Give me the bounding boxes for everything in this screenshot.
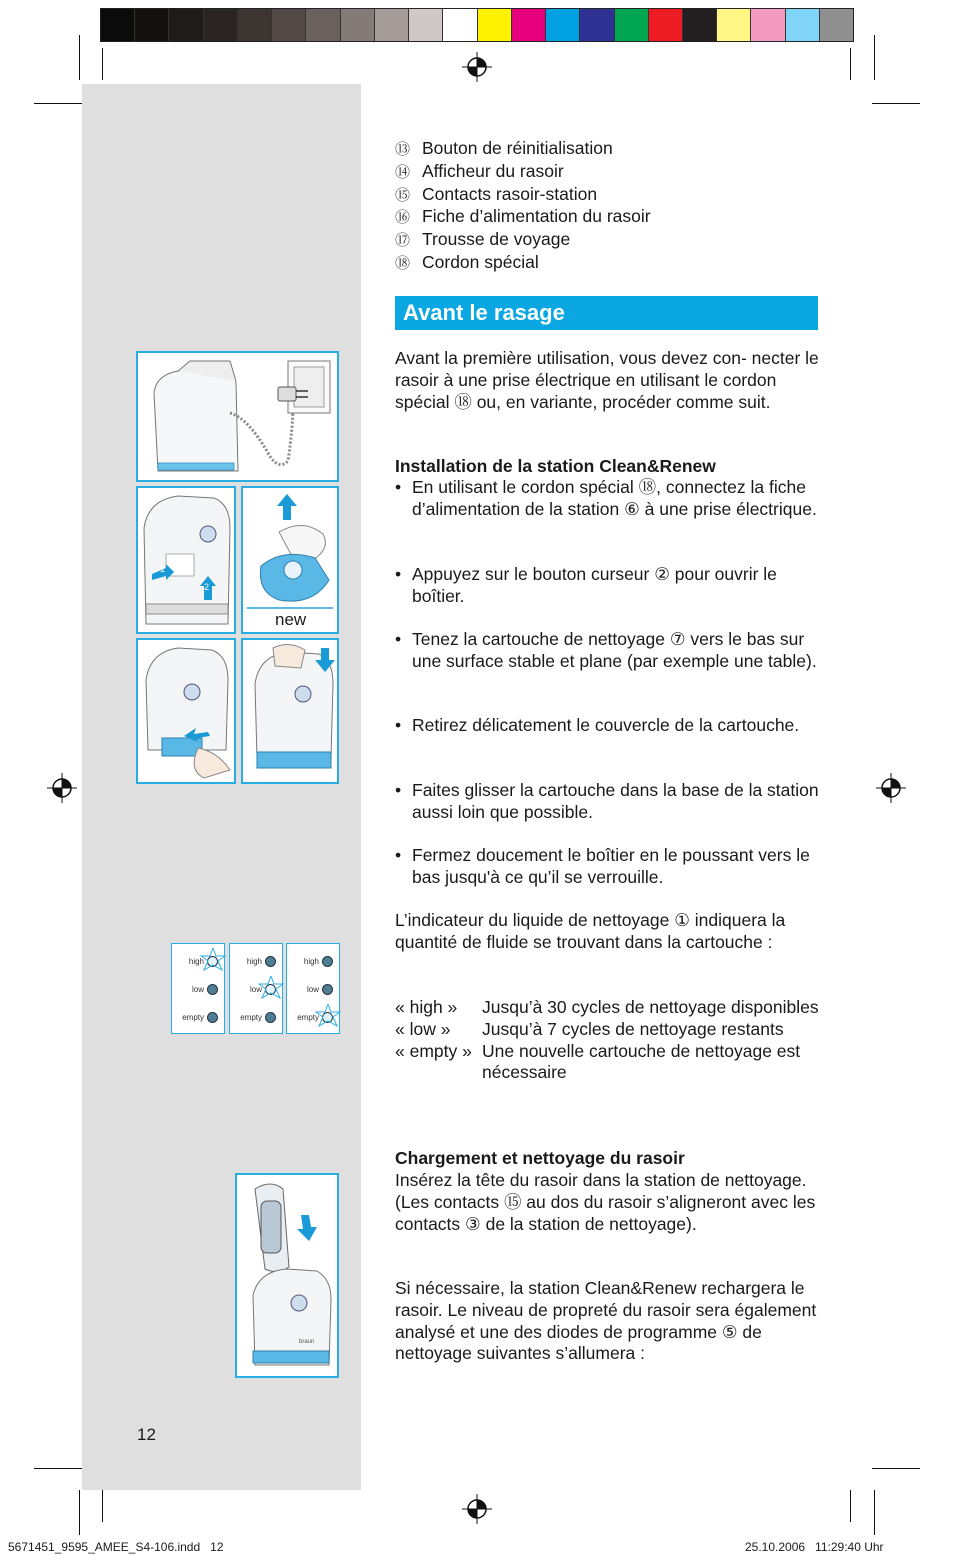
legend-number: ⑮ [395, 186, 411, 204]
empty-label: empty [297, 1013, 319, 1022]
color-swatch [546, 9, 580, 41]
brand-label: braun [299, 1339, 315, 1345]
legend-row [395, 184, 821, 207]
bullet-text: Retirez délicatement le couvercle de la cartouche. [412, 715, 800, 735]
legend-row [395, 252, 821, 275]
high-led-icon [265, 956, 276, 967]
color-swatch [786, 9, 820, 41]
legend-row [395, 161, 821, 184]
shaver-station-illustration [237, 1175, 337, 1376]
empty-label: empty [240, 1013, 262, 1022]
close-station-illustration [243, 640, 337, 782]
color-swatch [204, 9, 238, 41]
color-swatch [683, 9, 717, 41]
bullet-dot: • [395, 477, 402, 497]
color-swatch [478, 9, 512, 41]
high-label: high [246, 957, 262, 966]
bullet-item [395, 715, 821, 737]
print-slug-date: 25.10.2006 11:29:40 Uhr [745, 1540, 884, 1554]
low-led-icon [207, 984, 218, 995]
high-label: high [303, 957, 319, 966]
legend-row [395, 138, 821, 161]
indicator-high [171, 943, 225, 1034]
legend-number: ⑱ [395, 254, 411, 272]
crop-mark [874, 35, 875, 80]
crop-mark [872, 1468, 920, 1469]
bullet-item [395, 629, 821, 673]
charge-paragraph: Insérez la tête du rasoir dans la station de nettoyage. (Les contacts ⑮ au dos du rasoir s’aligneront avec les contacts ③ de la station de nettoyage). [395, 1170, 816, 1234]
empty-label: empty [182, 1013, 204, 1022]
install-heading: Installation de la station Clean&Renew [395, 456, 716, 476]
bullet-dot: • [395, 629, 402, 649]
figure-shaver-in-station [235, 1173, 339, 1378]
crop-mark [874, 1490, 875, 1535]
bullet-item [395, 477, 821, 521]
figure-insert-cartridge [136, 638, 236, 784]
print-slug-file: 5671451_9595_AMEE_S4-106.indd 12 [8, 1540, 224, 1554]
color-swatch [717, 9, 751, 41]
figure-station-plug [136, 351, 339, 482]
color-swatch [512, 9, 546, 41]
bullet-dot: • [395, 715, 402, 735]
level-value: Jusqu’à 7 cycles de nettoyage restants [482, 1018, 784, 1039]
color-swatch [649, 9, 683, 41]
station-paragraph: Si nécessaire, la station Clean&Renew rechargera le rasoir. Le niveau de propreté du rasoir sera également analysé et une des diodes de programme ⑤ de nettoyage suivantes s’allumera : [395, 1278, 817, 1364]
cartridge-illustration [243, 488, 337, 612]
color-swatch [272, 9, 306, 41]
bullet-text: Appuyez sur le bouton curseur ② pour ouvrir le boîtier. [412, 564, 777, 606]
bullet-text: Fermez doucement le boîtier en le poussant vers le bas jusqu'à ce qu’il se verrouille. [412, 845, 810, 887]
color-swatch [443, 9, 477, 41]
color-swatch [375, 9, 409, 41]
low-label: low [191, 985, 204, 994]
bullet-dot: • [395, 845, 402, 865]
crop-mark [102, 48, 103, 80]
print-color-bar [100, 8, 854, 42]
crop-mark [102, 1490, 103, 1522]
open-station-illustration [138, 488, 234, 632]
low-led-icon [322, 984, 333, 995]
color-swatch [169, 9, 203, 41]
level-row [395, 997, 821, 1019]
indicator-empty [286, 943, 340, 1034]
legend-number: ⑯ [395, 209, 411, 227]
figure-open-station [136, 486, 236, 634]
level-key: « high » [395, 997, 458, 1017]
led-glow-icon [315, 1004, 341, 1030]
bullet-text: En utilisant le cordon spécial ⑱, connectez la fiche d’alimentation de la station ⑥ à une prise électrique. [412, 477, 817, 519]
legend-number: ⑬ [395, 141, 411, 158]
legend-row [395, 206, 821, 229]
insert-cartridge-illustration [138, 640, 234, 782]
low-label: low [249, 985, 262, 994]
color-swatch [820, 9, 853, 41]
level-definitions [395, 997, 821, 1084]
figure-close-station [241, 638, 339, 784]
charge-heading: Chargement et nettoyage du rasoir [395, 1148, 685, 1168]
legend-text: Cordon spécial [422, 251, 539, 272]
registration-mark-icon [47, 773, 77, 803]
legend-row [395, 229, 821, 252]
crop-mark [850, 48, 851, 80]
figure-cartridge-new [241, 486, 339, 634]
crop-mark [34, 1468, 82, 1469]
color-swatch [341, 9, 375, 41]
bullet-item [395, 564, 821, 608]
color-swatch [615, 9, 649, 41]
step-1-label: 1 [160, 564, 166, 574]
parts-legend [395, 138, 821, 275]
legend-number: ⑰ [395, 232, 411, 250]
led-glow-icon [200, 948, 226, 974]
legend-text: Trousse de voyage [422, 229, 571, 250]
color-swatch [135, 9, 169, 41]
empty-led-icon [265, 1012, 276, 1023]
step-2-label: 2 [204, 582, 210, 592]
legend-text: Fiche d’alimentation du rasoir [422, 206, 651, 227]
bullet-item [395, 780, 821, 824]
color-swatch [101, 9, 135, 41]
bullet-dot: • [395, 780, 402, 800]
indicator-low [229, 943, 283, 1034]
level-row [395, 1041, 821, 1085]
bullet-dot: • [395, 564, 402, 584]
level-key: « low » [395, 1018, 451, 1039]
color-swatch [580, 9, 614, 41]
new-cartridge-label: new [275, 610, 307, 629]
crop-mark [34, 103, 82, 104]
crop-mark [79, 1490, 80, 1535]
legend-text: Bouton de réinitialisation [422, 138, 613, 158]
bullet-item [395, 845, 821, 889]
level-key: « empty » [395, 1040, 472, 1061]
registration-mark-icon [462, 52, 492, 82]
bullet-text: Tenez la cartouche de nettoyage ⑦ vers le bas sur une surface stable et plane (par exemple une table). [412, 629, 817, 671]
indicator-paragraph: L’indicateur du liquide de nettoyage ① indiquera la quantité de fluide se trouvant dans la cartouche : [395, 910, 786, 952]
registration-mark-icon [876, 773, 906, 803]
legend-text: Contacts rasoir-station [422, 183, 598, 204]
color-swatch [306, 9, 340, 41]
empty-led-icon [207, 1012, 218, 1023]
level-value: Une nouvelle cartouche de nettoyage est nécessaire [482, 1040, 801, 1083]
intro-paragraph: Avant la première utilisation, vous devez con- necter le rasoir à une prise électrique en utilisant le cordon spécial ⑱ ou, en variante, procéder comme suit. [395, 348, 819, 412]
page-number: 12 [137, 1425, 156, 1444]
section-title: Avant le rasage [395, 296, 818, 330]
high-led-icon [322, 956, 333, 967]
level-row [395, 1019, 821, 1041]
high-label: high [188, 957, 204, 966]
crop-mark [79, 35, 80, 80]
color-swatch [238, 9, 272, 41]
legend-text: Afficheur du rasoir [422, 160, 564, 181]
station-plug-illustration [138, 353, 337, 480]
legend-number: ⑭ [395, 163, 411, 181]
color-swatch [751, 9, 785, 41]
level-value: Jusqu’à 30 cycles de nettoyage disponibles [482, 997, 819, 1017]
low-label: low [306, 985, 319, 994]
color-swatch [409, 9, 443, 41]
crop-mark [872, 103, 920, 104]
led-glow-icon [258, 976, 284, 1002]
crop-mark [850, 1490, 851, 1522]
bullet-text: Faites glisser la cartouche dans la base de la station aussi loin que possible. [412, 780, 819, 822]
registration-mark-icon [462, 1494, 492, 1524]
